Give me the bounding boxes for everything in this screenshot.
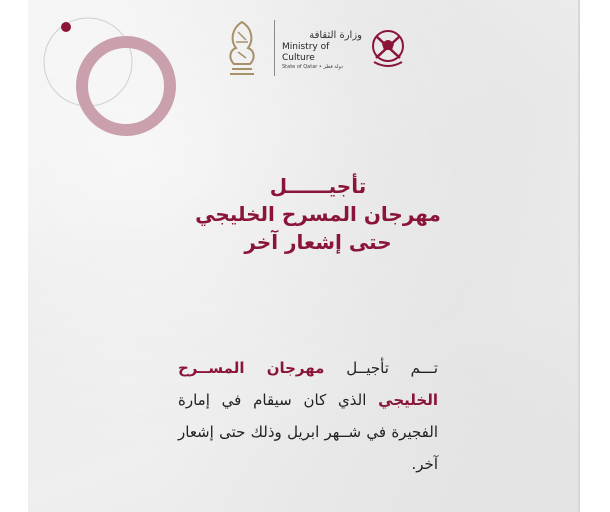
- ministry-text: [282, 30, 362, 71]
- page-title: [138, 172, 498, 256]
- ministry-logo: [216, 18, 416, 82]
- body-part-2: الذي كان سيقام في إمارة الفجيرة في شــهر ابريل وذلك حتى إشعار آخر.: [178, 391, 438, 473]
- announcement-card: [28, 0, 580, 512]
- title-line-1: تأجيــــــل: [269, 174, 367, 198]
- title-line-2: مهرجان المسرح الخليجي: [195, 202, 441, 226]
- qatar-emblem-icon: [368, 26, 408, 70]
- announcement-body: [178, 352, 438, 480]
- ministry-name-ar: وزارة الثقافة: [309, 30, 362, 41]
- logo-divider: [274, 20, 275, 76]
- state-label: State of Qatar • دولة قطر: [282, 64, 344, 70]
- small-dot: [61, 22, 71, 32]
- body-highlight-2: الخليجي: [378, 391, 438, 409]
- body-part-1: تـــم تأجيــل: [324, 359, 438, 377]
- body-highlight-1: مهرجان المســرح: [178, 359, 325, 377]
- decorative-rings: [28, 0, 228, 150]
- ministry-name-en: Ministry of Culture: [282, 42, 330, 63]
- thick-ring: [82, 42, 170, 130]
- title-line-3: حتى إشعار آخر: [244, 230, 392, 254]
- ornament-emblem-icon: [218, 18, 266, 78]
- card-edge: [578, 0, 580, 512]
